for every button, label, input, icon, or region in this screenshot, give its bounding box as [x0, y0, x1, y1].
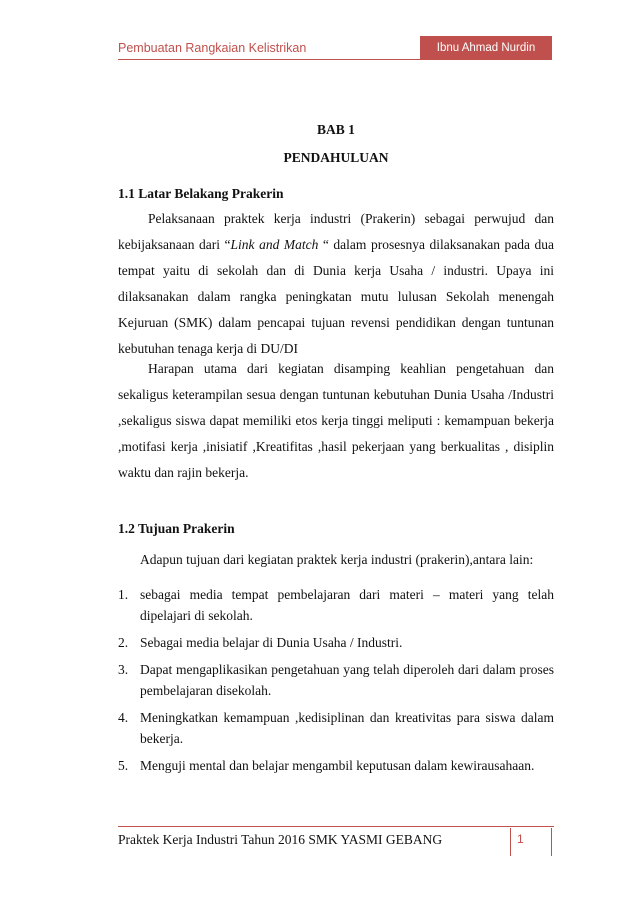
list-item: 3. Dapat mengaplikasikan pengetahuan yang telah diperoleh dari dalam proses pembelajaran disekolah.: [118, 662, 554, 698]
chapter-number: BAB 1: [317, 122, 355, 137]
header-author: Ibnu Ahmad Nurdin: [420, 36, 552, 60]
objectives-intro: Adapun tujuan dari kegiatan praktek kerja industri (prakerin),antara lain:: [140, 552, 534, 567]
paragraph-background-1: [118, 206, 554, 362]
section-heading-1-1: 1.1 Latar Belakang Prakerin: [118, 186, 284, 201]
paragraph-background-1-end: “ dalam prosesnya dilaksanakan pada dua tempat yaitu di sekolah dan di Dunia kerja Usaha / industri. Upaya ini dilaksanakan dalam rangka peningkatan mutu lulusan Sekolah menengah Kejuruan (SMK) dalam pencapai tujuan revensi pendidikan dengan tuntunan kebutuhan tenaga kerja di DU/DI: [118, 237, 554, 356]
paragraph-background-1-start: Pelaksanaan praktek kerja industri (Prakerin) sebagai perwujud dan kebijaksanaan dari “: [118, 211, 554, 252]
chapter-title: PENDAHULUAN: [283, 150, 389, 165]
footer-divider: [118, 826, 554, 827]
list-item: 1. sebagai media tempat pembelajaran dari materi – materi yang telah dipelajari di sekolah.: [118, 587, 554, 623]
page-number: 1: [510, 828, 552, 856]
paragraph-background-2: Harapan utama dari kegiatan disamping keahlian pengetahuan dan sekaligus keterampilan sesua dengan tuntunan kebutuhan Dunia Usaha /Industri ,sekaligus siswa dapat memiliki etos kerja tinggi meliputi : kemampuan bekerja ,motifasi kerja ,inisiatif ,Kreatifitas ,hasil pekerjaan yang berkualitas , disiplin waktu dan rajin bekerja.: [118, 361, 554, 480]
list-item: 5. Menguji mental dan belajar mengambil keputusan dalam kewirausahaan.: [118, 758, 535, 773]
list-item: 2. Sebagai media belajar di Dunia Usaha / Industri.: [118, 635, 403, 650]
header-document-title: Pembuatan Rangkaian Kelistrikan: [118, 36, 420, 60]
list-item: 4. Meningkatkan kemampuan ,kedisiplinan dan kreativitas para siswa dalam bekerja.: [118, 710, 554, 746]
section-heading-1-2: 1.2 Tujuan Prakerin: [118, 521, 235, 536]
footer-text: Praktek Kerja Industri Tahun 2016 SMK YASMI GEBANG: [118, 832, 443, 847]
link-and-match-term: Link and Match: [230, 237, 319, 252]
objectives-list: [118, 584, 554, 782]
